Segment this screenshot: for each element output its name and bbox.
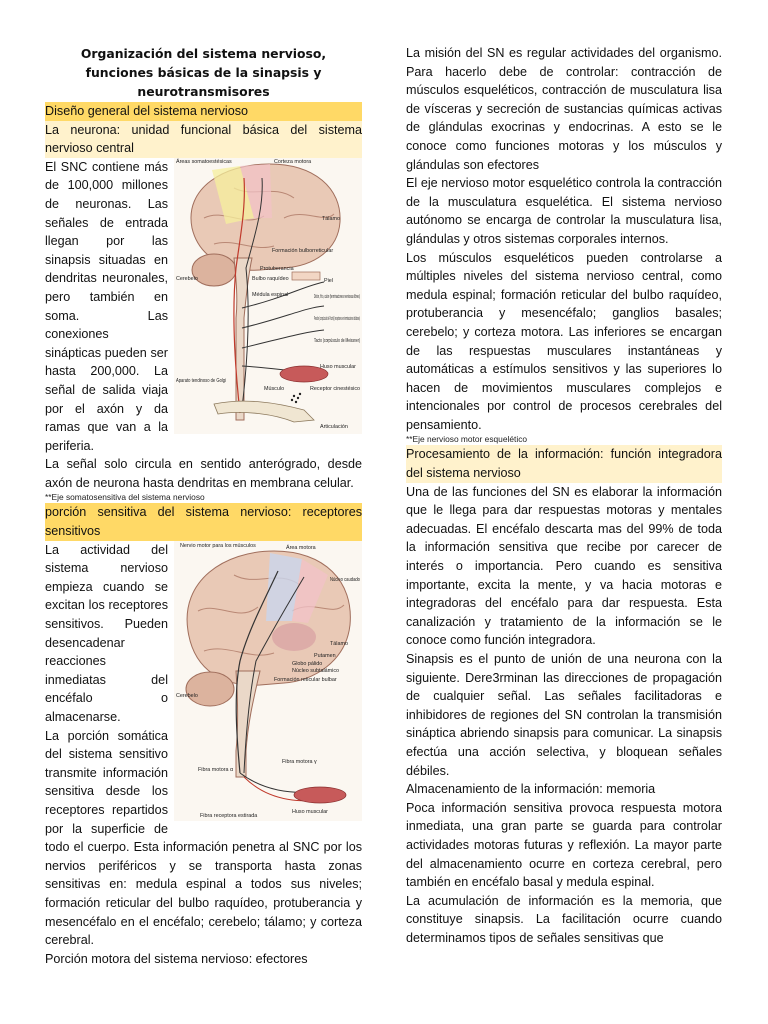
- section-heading-neuron: La neurona: unidad funcional básica del sistema nervioso central: [45, 121, 362, 158]
- figure-note-motor: **Eje nervioso motor esquelético: [406, 434, 528, 445]
- fig2-label-globus: Globo pálido: [292, 660, 323, 667]
- fig1-label-medulla: Bulbo raquídeo: [252, 275, 289, 282]
- memory-heading-text: Almacenamiento de la información: memoria: [406, 782, 656, 797]
- fig1-label-pons: Protuberancia: [260, 265, 294, 272]
- somatosensory-diagram: [174, 158, 362, 434]
- fig1-label-touch: Tacto (corpúsculo de Meissner): [314, 337, 361, 344]
- sn-mission-paragraph: La misión del SN es regular actividades del organismo. Para hacerlo debe de controlar: contracción de músculos esqueléticos, contracción de musculatura lisa de vísceras y secreción de sustancias químicas activas de glándulas exocrinas y endocrinas. A esto se le conoce como funciones motoras y los músculos y glándulas son efectores: [406, 46, 722, 172]
- fig2-label-motor-nerve: Nervio motor para los músculos: [180, 542, 256, 549]
- accumulation-paragraph: La acumulación de información es la memoria, que constituye sinapsis. La facilitación ocurre cuando determinamos tipos de señales sensitivas que: [406, 893, 722, 945]
- left-column: [45, 44, 362, 968]
- fig2-label-subthalamic: Núcleo subtalámico: [292, 667, 340, 674]
- fig1-label-reticular: Formación bulborreticular: [272, 247, 334, 254]
- motor-heading-text: Porción motora del sistema nervioso: efectores: [45, 951, 308, 966]
- fig1-label-pain: Dolor, frío, calor (terminaciones nerviosas libres): [314, 293, 361, 300]
- sensory-activity-paragraph: La actividad del sistema nervioso empieza cuando se excitan los receptores sensitivos. Pueden desencadenar reacciones inmediatas del encéfalo o almacenarse.: [45, 542, 168, 724]
- fig1-label-spinal-cord: Médula espinal: [252, 291, 289, 298]
- document-title: Organización del sistema nervioso, funciones básicas de la sinapsis y neurotransmisores: [80, 46, 327, 99]
- fig1-label-motor-cortex: Corteza motora: [274, 158, 312, 165]
- motor-axis-figure: [174, 541, 362, 821]
- section-heading-design: Diseño general del sistema nervioso: [45, 102, 362, 121]
- fig2-label-thalamus: Tálamo: [330, 640, 348, 647]
- right-column: [406, 44, 722, 948]
- integration-paragraph: Una de las funciones del SN es elaborar la información que le llega para dar respuestas motoras y mentales adecuadas. El encéfalo descarta mas del 99% de toda la información sensitiva que recibe por carecer de interés o importancia. Pero cuando es sensitiva importante, excita la mente, y va hacia motoras e integradoras del encéfalo para dar respuesta. Esta canalización y tratamiento de la información se le conoce como función integradora.: [406, 484, 722, 648]
- storage-paragraph: Poca información sensitiva provoca respuesta motora inmediata, una gran parte se guarda para controlar actividades motoras futuras y reflexión. La mayor parte del almacenamiento ocurre en corteza cerebral, pero también en encéfalo basal y medula espinal.: [406, 800, 722, 890]
- figure-note-somatosensory: **Eje somatosensitiva del sistema nervioso: [45, 492, 205, 503]
- fig1-label-pressure: Presión (corpúsculo de Pacini) (receptores en terminaciones bulbares): [314, 315, 361, 322]
- somatosensory-axis-figure: [174, 158, 362, 434]
- fig2-label-reticular: Formación reticular bulbar: [274, 676, 337, 683]
- fig1-label-muscle: Músculo: [264, 385, 285, 392]
- fig2-label-cerebellum: Cerebelo: [176, 692, 198, 699]
- fig1-label-spindle: Huso muscular: [320, 363, 356, 370]
- section-heading-processing: Procesamiento de la información: función integradora del sistema nervioso: [406, 445, 722, 482]
- fig2-label-spindle: Huso muscular: [292, 808, 328, 815]
- skeletal-control-paragraph: Los músculos esqueléticos pueden controlarse a múltiples niveles del sistema nervioso central, como medula espinal; formación reticular del bulbo raquídeo, protuberancia y mesencéfalo; ganglios basales; cerebelo; y corteza motora. Las inferiores se encargan de las respuestas musculares instantáneas y automáticas a estímulos sensitivos y las superiores lo hacen de movimientos musculares complejos e intencionales por control de procesos cerebrales del pensamiento.: [406, 250, 722, 432]
- fig2-label-alpha: Fibra motora α: [198, 766, 234, 773]
- section-heading-sensory: porción sensitiva del sistema nervioso: receptores sensitivos: [45, 503, 362, 540]
- fig2-label-caudate: Núcleo caudado: [330, 576, 360, 583]
- synapse-paragraph: Sinapsis es el punto de unión de una neurona con la siguiente. Dere3rminan las direcciones de propagación de cualquier señal. Las señales facilitadoras e inhibidores de regiones del SN controlan la transmisión sináptica abriendo sinapsis para comunicar. La sinapsis efectúa una acción selectiva, y bloquean señales débiles.: [406, 652, 722, 778]
- fig2-label-receptor: Fibra receptora estirada: [200, 812, 258, 819]
- motor-axis-paragraph: El eje nervioso motor esquelético controla la contracción de la musculatura esquelética. El sistema nervioso autónomo se encarga de controlar la musculatura lisa, glándulas y otros sistemas corporales internos.: [406, 176, 722, 246]
- neuron-paragraph: El SNC contiene más de 100,000 millones de neuronas. Las señales de entrada llegan por las sinapsis situadas en dendritas neuronales, pero también en soma. Las conexiones sinápticas pueden ser hasta 200,000. La señal de salida viaja por el axón y da ramas que van a la periferia.: [45, 159, 168, 453]
- fig1-label-cerebellum: Cerebelo: [176, 275, 198, 282]
- motor-diagram: [174, 541, 362, 821]
- signal-paragraph: La señal solo circula en sentido anterógrado, desde axón de neurona hasta dendritas en membrana celular.: [45, 457, 362, 490]
- fig1-label-golgi: Aparato tendinoso de Golgi: [176, 377, 226, 384]
- fig1-label-thalamus: Tálamo: [322, 215, 340, 222]
- somatic-paragraph: La porción somática del sistema sensitivo transmite información sensitiva desde los receptores repartidos por la superficie de todo el cuerpo. Esta información penetra al SNC por los nervios periféricos y se transporta hasta zonas sensitivas en: medula espinal a todos sus niveles; formación reticular del bulbo raquídeo, protuberancia y mesencéfalo en el encéfalo; cerebelo; tálamo; y corteza cerebral.: [45, 728, 362, 948]
- fig1-label-kinesthetic: Receptor cinestésico: [310, 385, 361, 392]
- fig2-label-gamma: Fibra motora γ: [282, 758, 317, 765]
- fig2-label-motor-area: Área motora: [286, 544, 316, 551]
- fig1-label-areas: Áreas somatoestésicas: [176, 158, 232, 165]
- fig2-label-putamen: Putamen: [314, 652, 336, 659]
- fig1-label-joint: Articulación: [320, 423, 348, 430]
- fig1-label-skin: Piel: [324, 277, 333, 284]
